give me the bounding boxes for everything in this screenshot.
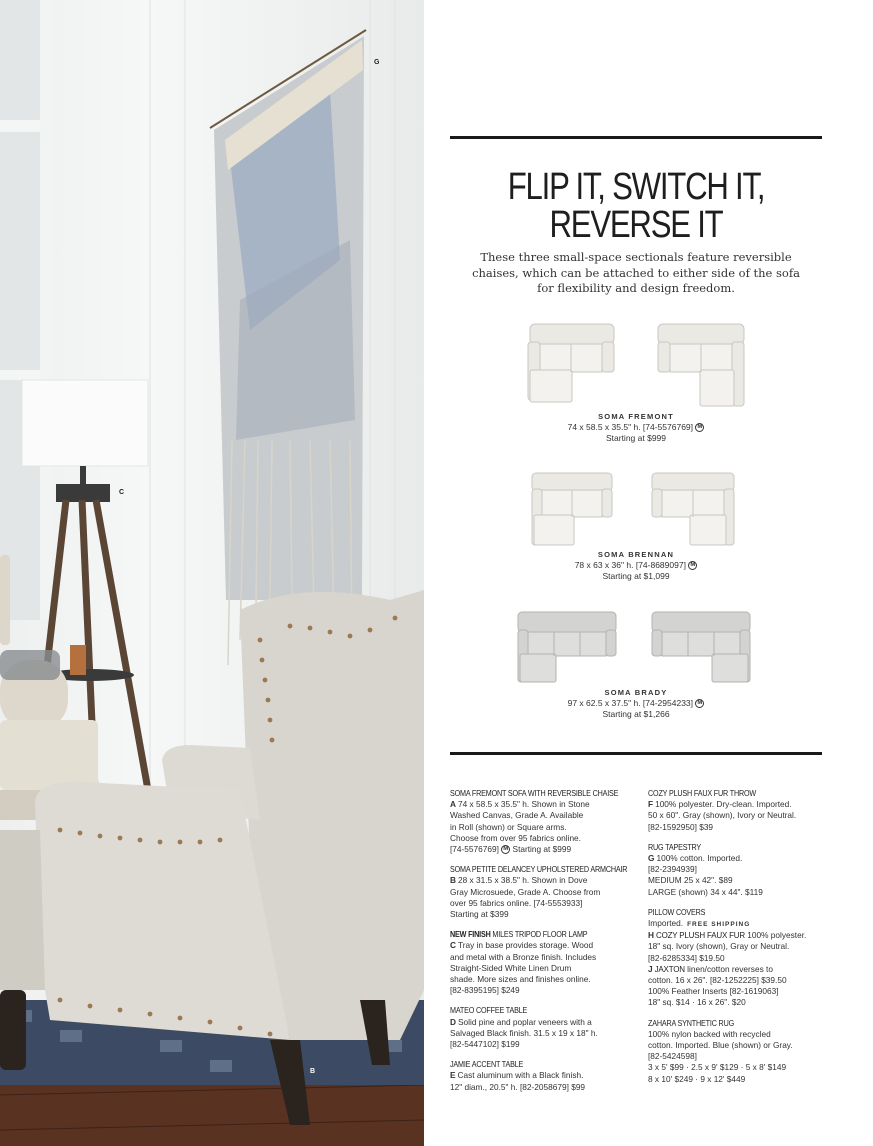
product-line: 3 x 5' $99 · 2.5 x 9' $129 · 5 x 8' $149 bbox=[648, 1062, 787, 1073]
product-line: linen/cotton reverses to bbox=[687, 963, 773, 974]
product-b bbox=[450, 864, 628, 920]
product-line: Choose from over 95 fabrics online. bbox=[450, 832, 581, 843]
monogram-icon: M bbox=[690, 562, 696, 569]
product-line: 8 x 10' $249 · 9 x 12' $449 bbox=[648, 1073, 746, 1084]
sofa-price: Starting at $1,266 bbox=[602, 709, 670, 719]
product-line: Tray in base provides storage. Wood bbox=[458, 940, 594, 951]
product-line: and metal with a Bronze finish. Includes bbox=[450, 951, 597, 962]
sofa-dims: 97 x 62.5 x 37.5" h. [74-2954233] bbox=[567, 698, 694, 708]
product-line: Solid pine and poplar veneers with a bbox=[458, 1016, 592, 1027]
product-line: 100% polyester. bbox=[744, 930, 807, 941]
sofa-name: SOMA BRADY bbox=[604, 688, 668, 697]
new-finish-label: NEW FINISH bbox=[450, 930, 491, 940]
sofa-name: SOMA BRENNAN bbox=[597, 550, 675, 559]
product-line: Straight-Sided White Linen Drum bbox=[450, 962, 572, 973]
callout-c: C bbox=[119, 489, 125, 496]
room-photo bbox=[0, 0, 424, 1146]
product-line: 12" diam., 20.5" h. [82-2058679] $99 bbox=[450, 1081, 586, 1092]
sofa-label-brady bbox=[450, 687, 822, 720]
product-letter: J bbox=[648, 963, 653, 974]
product-line: [82-5424598] bbox=[648, 1051, 697, 1062]
product-f bbox=[648, 788, 823, 833]
product-title: JAMIE ACCENT TABLE bbox=[450, 1060, 524, 1070]
sofa-label-brennan bbox=[450, 549, 822, 582]
product-title bbox=[450, 929, 608, 940]
headline-line-1: FLIP IT, SWITCH IT, bbox=[507, 166, 765, 208]
monogram-icon: M bbox=[697, 700, 703, 707]
product-line: 28 x 31.5 x 38.5" h. Shown in Dove bbox=[458, 875, 588, 886]
product-pillow-covers bbox=[648, 907, 823, 1009]
product-title: MATEO COFFEE TABLE bbox=[450, 1006, 528, 1016]
product-line: LARGE (shown) 34 x 44". $119 bbox=[648, 886, 763, 897]
product-line: 100% polyester. Dry-clean. Imported. bbox=[655, 799, 792, 810]
rug-tapestry bbox=[210, 30, 366, 665]
product-line: 74 x 58.5 x 35.5" h. Shown in Stone bbox=[458, 799, 590, 810]
sub-product-title: JAXTON bbox=[654, 964, 685, 974]
product-letter: D bbox=[450, 1016, 456, 1027]
product-g bbox=[648, 842, 823, 898]
product-title: RUG TAPESTRY bbox=[648, 842, 702, 852]
product-line: 100% Feather Inserts [82-1619063] bbox=[648, 986, 779, 997]
product-line: [82-8395195] $249 bbox=[450, 985, 520, 996]
sofa-price: Starting at $999 bbox=[605, 433, 666, 443]
product-title: SOMA PETITE DELANCEY UPHOLSTERED ARMCHAIR bbox=[450, 865, 628, 875]
callout-g: G bbox=[374, 59, 380, 66]
product-line: Cast aluminum with a Black finish. bbox=[457, 1070, 584, 1081]
sofa-name: SOMA FREMONT bbox=[598, 412, 674, 421]
product-letter: F bbox=[648, 799, 654, 810]
product-letter: H bbox=[648, 930, 654, 941]
product-line: Imported. bbox=[648, 918, 684, 929]
soma-brady-diagrams bbox=[514, 608, 754, 686]
product-title: ZAHARA SYNTHETIC RUG bbox=[648, 1018, 735, 1028]
product-letter: E bbox=[450, 1070, 456, 1081]
product-line: 50 x 60". Gray (shown), Ivory or Neutral. bbox=[648, 810, 797, 821]
product-line: MEDIUM 25 x 42". $89 bbox=[648, 875, 733, 886]
callout-b: B bbox=[310, 1068, 316, 1075]
product-line: [82-2394939] bbox=[648, 864, 697, 875]
sub-product-title: COZY PLUSH FAUX FUR bbox=[656, 931, 745, 941]
product-zahara-rug bbox=[648, 1018, 823, 1085]
product-title: PILLOW COVERS bbox=[648, 907, 706, 917]
product-title-text: MILES TRIPOD FLOOR LAMP bbox=[490, 930, 588, 940]
product-line: Starting at $399 bbox=[450, 909, 509, 920]
product-letter: A bbox=[450, 799, 456, 810]
headline bbox=[483, 168, 788, 244]
product-title: SOMA FREMONT SOFA WITH REVERSIBLE CHAISE bbox=[450, 789, 619, 798]
soma-brennan-diagrams bbox=[528, 470, 738, 550]
product-line: 18" sq. $14 · 16 x 26". $20 bbox=[648, 997, 746, 1008]
product-line: Washed Canvas, Grade A. Available bbox=[450, 810, 584, 821]
product-d bbox=[450, 1005, 625, 1050]
monogram-icon: M bbox=[697, 424, 703, 431]
product-line: over 95 fabrics online. [74-5553933] bbox=[450, 897, 583, 908]
product-a bbox=[450, 788, 625, 855]
free-shipping-tag: FREE SHIPPING bbox=[687, 921, 751, 929]
product-line: in Roll (shown) or Square arms. bbox=[450, 821, 567, 832]
product-title: COZY PLUSH FAUX FUR THROW bbox=[648, 789, 757, 798]
sofa-price: Starting at $1,099 bbox=[602, 571, 670, 581]
product-line: [82-6285334] $19.50 bbox=[648, 952, 725, 963]
product-line: 100% nylon backed with recycled bbox=[648, 1028, 771, 1039]
product-line: shade. More sizes and finishes online. bbox=[450, 974, 591, 985]
monogram-icon: M bbox=[503, 846, 509, 853]
product-letter: B bbox=[450, 875, 456, 886]
soma-fremont-diagrams bbox=[524, 320, 748, 412]
sofa-label-fremont bbox=[450, 411, 822, 444]
top-rule bbox=[450, 136, 822, 139]
product-line: cotton. 16 x 26". [82-1252225] $39.50 bbox=[648, 975, 787, 986]
product-line: [74-5576769] bbox=[450, 844, 499, 855]
sofa-dims: 74 x 58.5 x 35.5" h. [74-5576769] bbox=[567, 422, 694, 432]
room-illustration bbox=[0, 0, 424, 1146]
product-line: [82-1592950] $39 bbox=[648, 821, 714, 832]
product-line: [82-5447102] $199 bbox=[450, 1039, 520, 1050]
headline-line-2: REVERSE IT bbox=[549, 204, 723, 246]
product-line: 100% cotton. Imported. bbox=[656, 853, 743, 864]
product-letter: G bbox=[648, 853, 655, 864]
product-column-right bbox=[648, 788, 823, 1094]
product-line: Gray Microsuede, Grade A. Choose from bbox=[450, 886, 601, 897]
middle-rule bbox=[450, 752, 822, 755]
product-line: Starting at $999 bbox=[512, 844, 572, 855]
product-e bbox=[450, 1059, 625, 1093]
product-line: Salvaged Black finish. 31.5 x 19 x 18" h. bbox=[450, 1027, 598, 1038]
sofa-dims: 78 x 63 x 36" h. [74-8689097] bbox=[574, 560, 686, 570]
window bbox=[0, 0, 52, 620]
product-column-left bbox=[450, 788, 628, 1102]
product-c bbox=[450, 929, 625, 996]
intro-paragraph: These three small-space sectionals feature reversible chaises, which can be attached to either side of the sofa for flexibility and design freedom. bbox=[472, 250, 800, 295]
product-line: cotton. Imported. Blue (shown) or Gray. bbox=[648, 1040, 793, 1051]
product-line: 18" sq. Ivory (shown), Gray or Neutral. bbox=[648, 941, 790, 952]
product-letter: C bbox=[450, 940, 456, 951]
